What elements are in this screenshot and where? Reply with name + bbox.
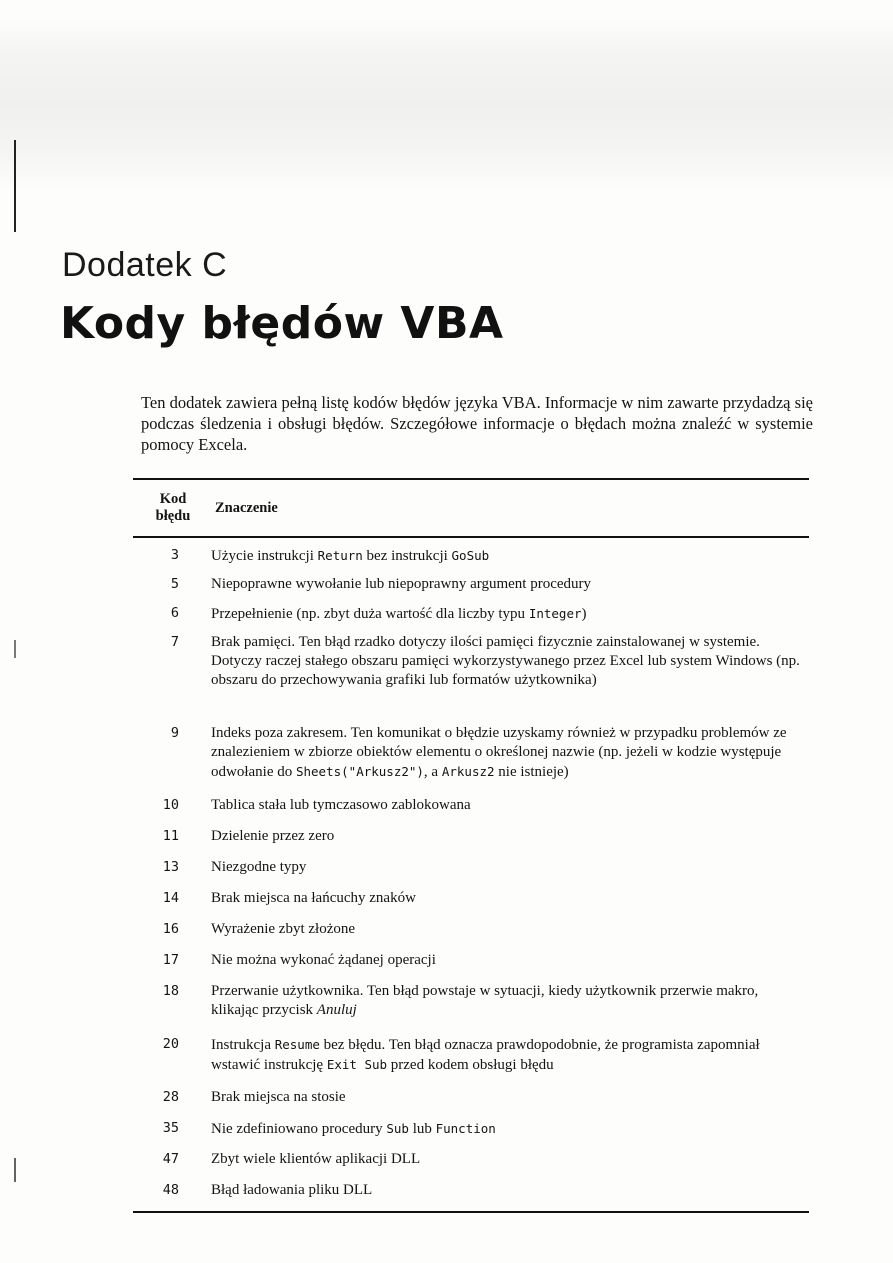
table-header [133,480,809,536]
error-code-table [133,478,809,1213]
error-code: 47 [162,1150,179,1167]
table-row [133,796,809,827]
error-meaning: Błąd ładowania pliku DLL [211,1181,373,1198]
error-code: 10 [162,796,179,813]
error-code: 17 [162,951,179,968]
table-bottom-rule [133,1211,809,1213]
table-row [133,827,809,858]
table-row [133,858,809,889]
error-meaning: Dzielenie przez zero [211,827,335,844]
error-meaning: Brak miejsca na łańcuchy znaków [211,889,416,906]
error-meaning: Nie można wykonać żądanej operacji [211,951,436,968]
error-meaning: Nie zdefiniowano procedury Sub lub Function [211,1120,496,1137]
table-row [133,951,809,982]
error-code: 35 [162,1119,179,1136]
error-meaning: Instrukcja Resume bez błędu. Ten błąd oznacza prawdopodobnie, że programista zapomniał wstawić instrukcję Exit Sub przed kodem obsługi błędu [211,1036,760,1073]
error-meaning: Przerwanie użytkownika. Ten błąd powstaje w sytuacji, kiedy użytkownik przerwie makro, klikając przycisk Anuluj [211,982,759,1018]
error-code: 20 [162,1035,179,1052]
table-row [133,1150,809,1181]
error-code: 48 [162,1181,179,1198]
chapter-title: Kody błędów VBA [60,298,504,349]
header-meaning: Znaczenie [215,499,278,516]
table-row [133,724,809,796]
error-meaning: Zbyt wiele klientów aplikacji DLL [211,1150,421,1167]
table-row [133,633,809,724]
error-code: 14 [162,889,179,906]
table-row [133,920,809,951]
table-row [133,575,809,604]
error-code: 9 [170,724,179,741]
margin-mark [14,1158,16,1182]
table-row [133,1119,809,1150]
error-meaning: Brak miejsca na stosie [211,1088,346,1105]
error-code: 16 [162,920,179,937]
error-meaning: Tablica stała lub tymczasowo zablokowana [211,796,471,813]
error-meaning: Brak pamięci. Ten błąd rzadko dotyczy ilości pamięci fizycznie zainstalowanej w systemie. Dotyczy raczej stałego obszaru pamięci wykorzystywanego przez Excel lub system Windows (np. obszaru do przechowywania grafiki lub formatów użytkownika) [211,633,800,688]
error-code: 6 [170,604,179,621]
table-row [133,604,809,633]
table-row [133,546,809,575]
table-row [133,889,809,920]
error-meaning: Indeks poza zakresem. Ten komunikat o błędzie uzyskamy również w przypadku problemów ze znalezieniem w zbiorze obiektów elementu o określonej nazwie (np. jeżeli w kodzie występuje odwołanie do Sheets("Arkusz2"), a Arkusz2 nie istnieje) [211,724,787,780]
table-row [133,1088,809,1119]
table-row [133,982,809,1035]
error-code: 18 [162,982,179,999]
error-code: 5 [170,575,179,592]
header-code [133,491,203,525]
error-meaning: Wyrażenie zbyt złożone [211,920,356,937]
chapter-label: Dodatek C [62,246,228,284]
error-code: 11 [162,827,179,844]
error-meaning: Niepoprawne wywołanie lub niepoprawny argument procedury [211,575,592,592]
intro-paragraph: Ten dodatek zawiera pełną listę kodów błędów języka VBA. Informacje w nim zawarte przydadzą się podczas śledzenia i obsługi błędów. Szczegółowe informacje o błędach można znaleźć w systemie pomocy Excela. [141,393,813,454]
table-row [133,1181,809,1207]
margin-mark [14,140,16,232]
error-code: 3 [170,546,179,563]
error-code: 13 [162,858,179,875]
error-meaning: Przepełnienie (np. zbyt duża wartość dla liczby typu Integer) [211,605,587,622]
margin-mark [14,640,16,658]
scan-shadow [0,20,893,190]
error-code: 7 [170,633,179,650]
header-code-line2: błędu [155,508,191,524]
header-code-line1: Kod [159,491,187,507]
error-meaning: Niezgodne typy [211,858,307,875]
error-code: 28 [162,1088,179,1105]
error-meaning: Użycie instrukcji Return bez instrukcji GoSub [211,547,490,564]
table-row [133,1035,809,1088]
